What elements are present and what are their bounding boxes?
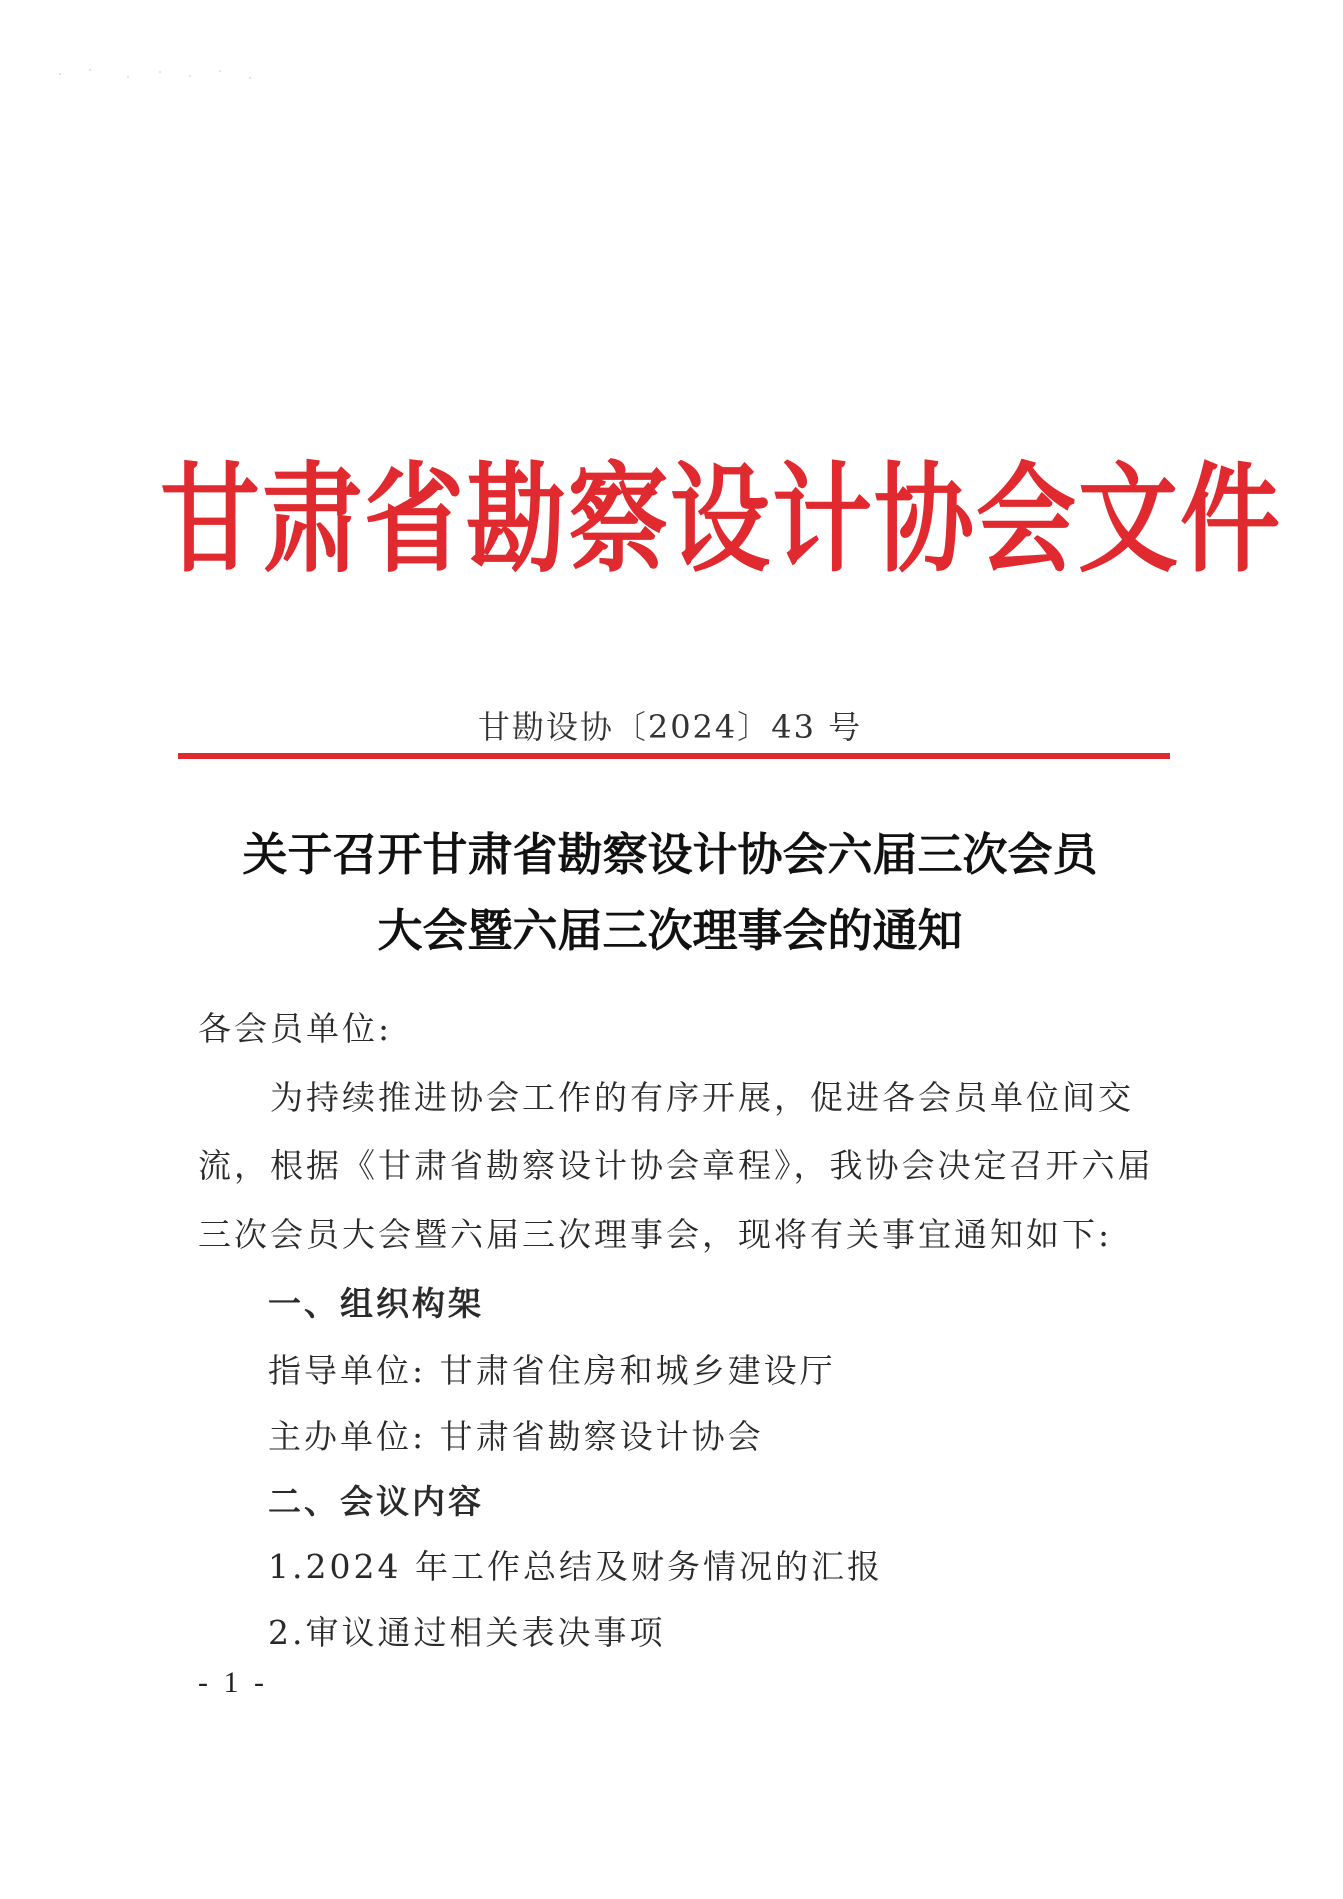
section-1-heading: 一、组织构架 — [268, 1284, 484, 1323]
section-2-item-1: 1.2024 年工作总结及财务情况的汇报 — [268, 1547, 883, 1586]
paragraph-line-2: 流，根据《甘肃省勘察设计协会章程》，我协会决定召开六届 — [198, 1146, 1154, 1185]
section-1-item-1: 指导单位: 甘肃省住房和城乡建设厅 — [268, 1351, 836, 1390]
paragraph-line-3: 三次会员大会暨六届三次理事会，现将有关事宜通知如下: — [198, 1215, 1113, 1254]
issuer-header-title: 甘肃省勘察设计协会文件 — [160, 450, 1282, 590]
scan-speckle — [50, 62, 270, 92]
document-number: 甘勘设协〔2024〕43 号 — [477, 708, 863, 746]
page-number: - 1 - — [198, 1666, 268, 1699]
red-divider-line — [178, 753, 1170, 759]
notice-title-line-1: 关于召开甘肃省勘察设计协会六届三次会员 — [242, 828, 1098, 881]
notice-title-line-2: 大会暨六届三次理事会的通知 — [377, 904, 963, 957]
salutation: 各会员单位: — [198, 1009, 393, 1048]
section-1-item-2: 主办单位: 甘肃省勘察设计协会 — [268, 1417, 764, 1456]
section-2-item-2: 2.审议通过相关表决事项 — [268, 1613, 666, 1652]
section-2-heading: 二、会议内容 — [268, 1482, 484, 1521]
paragraph-line-1: 为持续推进协会工作的有序开展，促进各会员单位间交 — [270, 1078, 1134, 1117]
